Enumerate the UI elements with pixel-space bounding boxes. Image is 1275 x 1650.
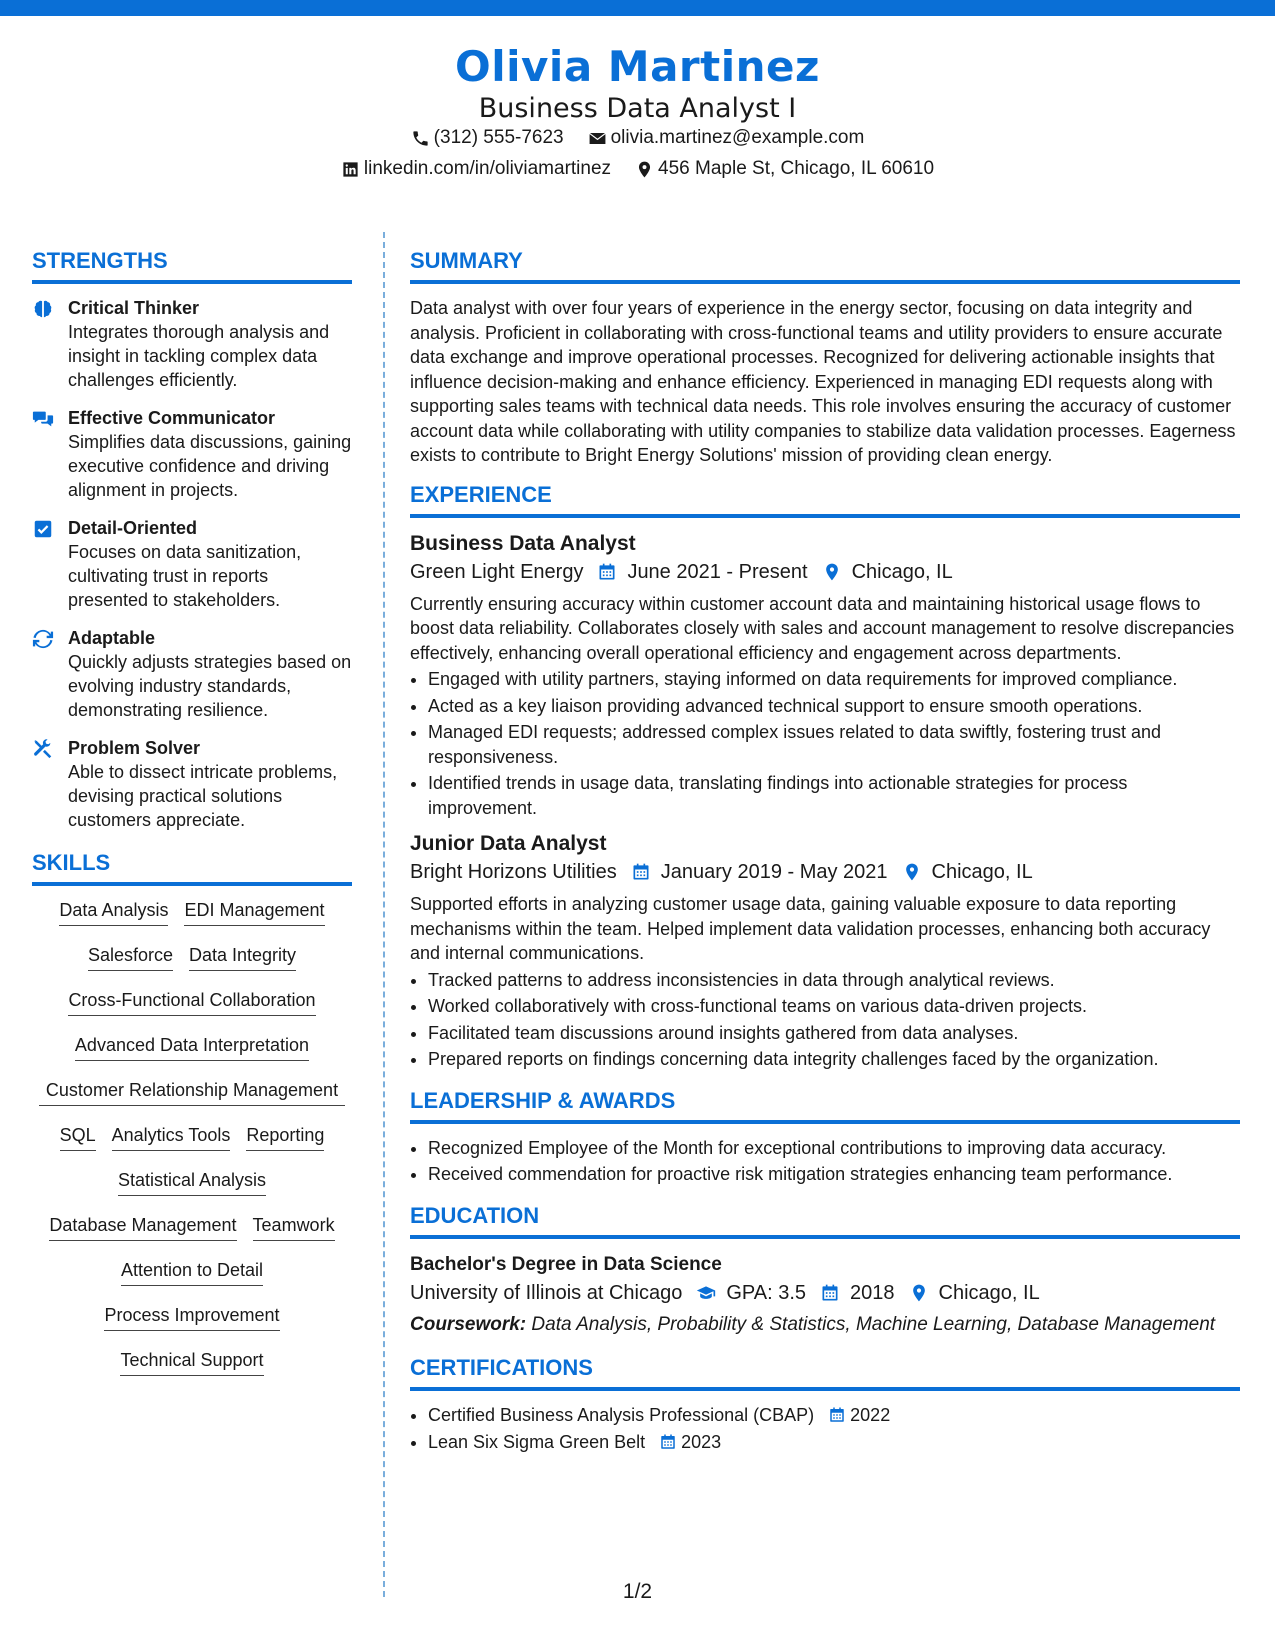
coursework-text: Data Analysis, Probability & Statistics, Machine Learning, Database Management <box>531 1313 1216 1335</box>
award-item: • Recognized Employee of the Month for exceptional contributions to improving data accuracy. <box>428 1136 1240 1161</box>
strength-title: Effective Communicator <box>68 408 276 428</box>
award-item: • Received commendation for proactive risk mitigation strategies enhancing team performance. <box>428 1162 1240 1187</box>
tools-icon <box>32 738 54 760</box>
right-column <box>410 248 1240 1456</box>
bullet-item: • Engaged with utility partners, staying informed on data requirements for improved compliance. <box>428 667 1240 692</box>
strength-description: Integrates thorough analysis and insight in tackling complex data challenges efficiently. <box>68 322 330 390</box>
strength-title: Detail-Oriented <box>68 518 198 538</box>
strength-item <box>32 296 352 392</box>
map-marker-icon <box>902 862 922 882</box>
certification-name: Certified Business Analysis Professional (CBAP) <box>428 1405 815 1425</box>
strength-title: Adaptable <box>68 628 156 648</box>
company-name: Green Light Energy <box>410 560 584 583</box>
job-entry <box>410 830 1240 1072</box>
bullet-item: • Acted as a key liaison providing advanced technical support to ensure smooth operations. <box>428 694 1240 719</box>
skill-tag: Teamwork <box>253 1213 335 1241</box>
envelope-icon <box>588 129 607 148</box>
linkedin-icon <box>341 160 360 179</box>
skill-tag: Customer Relationship Management <box>39 1078 345 1106</box>
skill-tag: Analytics Tools <box>112 1123 231 1151</box>
checkbox-icon <box>32 518 54 540</box>
calendar-icon <box>820 1283 840 1303</box>
job-bullets <box>410 667 1240 820</box>
contact-row-2 <box>0 158 1275 180</box>
education-heading: EDUCATION <box>410 1203 1240 1239</box>
company-name: Bright Horizons Utilities <box>410 861 617 883</box>
left-column <box>32 248 352 1376</box>
certification-item <box>428 1430 1240 1455</box>
email-address[interactable]: olivia.martinez@example.com <box>610 127 865 148</box>
school-location: Chicago, IL <box>938 1281 1040 1304</box>
summary-heading: SUMMARY <box>410 248 1240 284</box>
strength-description: Able to dissect intricate problems, devising practical solutions customers appreciate. <box>68 762 338 830</box>
brain-icon <box>32 298 54 320</box>
strength-item <box>32 626 352 722</box>
strength-item <box>32 516 352 612</box>
leadership-heading: LEADERSHIP & AWARDS <box>410 1088 1240 1124</box>
column-divider <box>383 232 385 1597</box>
linkedin-item[interactable] <box>341 158 611 180</box>
bullet-item: • Prepared reports on findings concerning data integrity challenges faced by the organization. <box>428 1047 1240 1072</box>
job-meta <box>410 858 1240 886</box>
bullet-item: • Worked collaboratively with cross-functional teams on various data-driven projects. <box>428 994 1240 1019</box>
graduation-year: 2018 <box>850 1281 895 1304</box>
graduation-cap-icon <box>696 1283 716 1303</box>
certification-item <box>428 1403 1240 1428</box>
comments-icon <box>32 408 54 430</box>
certification-year: 2022 <box>850 1405 891 1425</box>
map-marker-icon <box>909 1283 929 1303</box>
certification-year: 2023 <box>681 1431 722 1452</box>
skill-tag: EDI Management <box>184 898 324 926</box>
skill-tag: Attention to Detail <box>121 1258 263 1286</box>
calendar-icon <box>597 562 617 582</box>
strength-description: Simplifies data discussions, gaining executive confidence and driving alignment in projects. <box>68 432 352 500</box>
skill-tag: Process Improvement <box>104 1303 279 1331</box>
job-dates: June 2021 - Present <box>627 560 808 583</box>
map-marker-icon <box>822 562 842 582</box>
summary-text: Data analyst with over four years of experience in the energy sector, focusing on data integrity and analysis. Proficient in collaborating with cross-functional teams and utility providers to ensure accurate data exchange and improve operational processes. Recognized for delivering actionable insights that influence decision-making and enhance efficiency. Experienced in managing EDI requests along with supporting sales teams with technical data needs. This role involves ensuring the accuracy of customer account data while collaborating with utility companies to stabilize data validation processes. Eagerness exists to contribute to Bright Energy Solutions' mission of providing clean energy. <box>410 298 1236 465</box>
strength-title: Critical Thinker <box>68 298 200 318</box>
phone-item <box>411 127 564 149</box>
job-title: Junior Data Analyst <box>410 832 607 855</box>
coursework-label: Coursework: <box>410 1313 527 1335</box>
page-number: 1/2 <box>622 1580 653 1603</box>
bullet-item: • Managed EDI requests; addressed complex issues related to data swiftly, fostering trust and responsiveness. <box>428 720 1240 769</box>
skill-tag: Advanced Data Interpretation <box>75 1033 309 1061</box>
bullet-item: • Identified trends in usage data, translating findings into actionable strategies for process improvement. <box>428 771 1240 820</box>
job-location: Chicago, IL <box>851 560 953 583</box>
strength-description: Quickly adjusts strategies based on evolving industry standards, demonstrating resilience. <box>68 652 352 720</box>
coursework <box>410 1313 1240 1338</box>
job-description: Supported efforts in analyzing customer usage data, gaining valuable exposure to data reporting mechanisms within the team. Helped implement data validation processes, enhancing both accuracy and internal communications. <box>410 894 1211 963</box>
strength-item <box>32 736 352 832</box>
job-title: Business Data Analyst <box>410 531 636 555</box>
calendar-icon <box>631 862 651 882</box>
calendar-icon <box>659 1433 677 1451</box>
school-name: University of Illinois at Chicago <box>410 1281 683 1304</box>
certifications-heading: CERTIFICATIONS <box>410 1355 1240 1391</box>
job-dates: January 2019 - May 2021 <box>660 861 888 883</box>
email-item[interactable] <box>588 127 865 149</box>
job-description: Currently ensuring accuracy within customer account data and maintaining historical usage flows to boost data reliability. Collaborates closely with sales and account management to resolve discrepancies effectively, enhancing overall operational efficiency and engagement across departments. <box>410 593 1235 663</box>
skill-tag: Technical Support <box>120 1348 263 1376</box>
skill-tag: Data Analysis <box>59 898 168 926</box>
skill-tag: Cross-Functional Collaboration <box>68 988 315 1016</box>
education-meta <box>410 1279 1240 1307</box>
job-meta <box>410 558 1240 586</box>
strengths-heading: STRENGTHS <box>32 248 352 284</box>
bullet-item: • Tracked patterns to address inconsistencies in data through analytical reviews. <box>428 968 1240 993</box>
skill-tag: Salesforce <box>88 943 173 971</box>
candidate-title: Business Data Analyst I <box>478 93 797 124</box>
skill-tag: Reporting <box>246 1123 324 1151</box>
job-bullets <box>410 968 1240 1072</box>
address-text: 456 Maple St, Chicago, IL 60610 <box>658 158 935 179</box>
degree-title: Bachelor's Degree in Data Science <box>410 1253 722 1275</box>
address-item <box>635 158 934 180</box>
skills-heading: SKILLS <box>32 850 352 886</box>
contact-row-1 <box>0 127 1275 149</box>
top-accent-bar <box>0 0 1275 16</box>
candidate-name: Olivia Martinez <box>455 42 820 91</box>
phone-number: (312) 555-7623 <box>433 127 564 148</box>
skill-tag: SQL <box>60 1123 96 1151</box>
skills-list <box>32 898 352 1376</box>
job-entry <box>410 530 1240 821</box>
skill-tag: Data Integrity <box>189 943 296 971</box>
strength-description: Focuses on data sanitization, cultivating trust in reports presented to stakeholders. <box>68 542 302 610</box>
strength-title: Problem Solver <box>68 738 201 758</box>
skill-tag: Database Management <box>49 1213 236 1241</box>
experience-heading: EXPERIENCE <box>410 482 1240 518</box>
leadership-list <box>410 1136 1240 1187</box>
phone-icon <box>411 129 430 148</box>
bullet-item: • Facilitated team discussions around insights gathered from data analyses. <box>428 1021 1240 1046</box>
calendar-icon <box>828 1406 846 1424</box>
job-location: Chicago, IL <box>931 861 1033 883</box>
gpa-text: GPA: 3.5 <box>726 1281 807 1304</box>
skill-tag: Statistical Analysis <box>118 1168 266 1196</box>
refresh-icon <box>32 628 54 650</box>
map-marker-icon <box>635 160 654 179</box>
certification-name: Lean Six Sigma Green Belt <box>428 1431 646 1452</box>
linkedin-url[interactable]: linkedin.com/in/oliviamartinez <box>363 158 612 179</box>
strength-item <box>32 406 352 502</box>
certifications-list <box>410 1403 1240 1454</box>
